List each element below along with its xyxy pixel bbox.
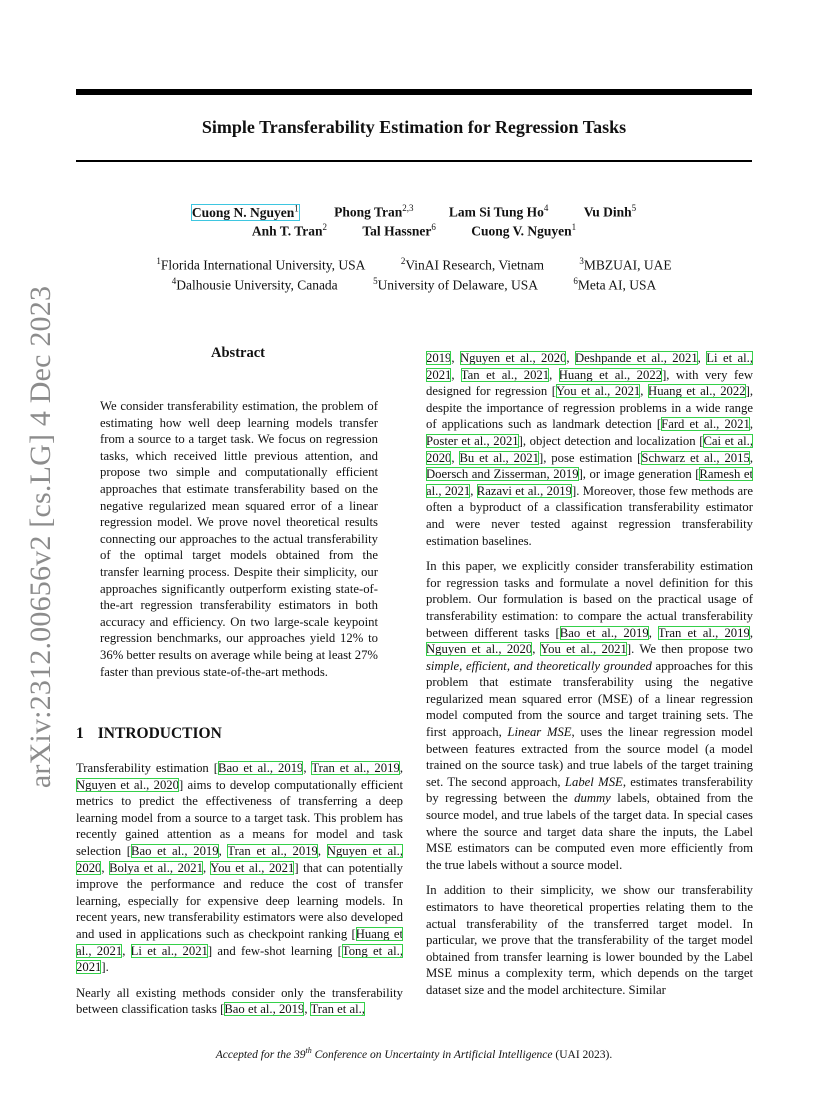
intro-paragraph-4: In addition to their simplicity, we show our transferability estimators to have theoretical properties relating them to the actual transferability of the transferred target model. In particular, we prove that the transferability of the target model obtained from transfer learning is lower bounded by the Label MSE minus a complexity term, which depends on the target dataset size and the model architecture. Similar xyxy=(426,883,753,997)
title-rule xyxy=(76,160,752,162)
abstract-body xyxy=(100,398,378,680)
top-rule xyxy=(76,89,752,95)
intro-paragraph-3: In this paper, we explicitly consider transferability estimation for regression tasks and formulate a novel definition for this problem. Our formulation is based on the practical usage of transferability estimation: to compare the actual transferability between different tasks [Bao et al., 2019, Tran et al., 2019, Nguyen et al., 2020, You et al., 2021]. We then propose two simple, efficient, and theoretically grounded approaches for this problem that estimate transferability using the negative regularized mean squared error (MSE) of a linear regression model computed from the source and target training sets. The first approach, Linear MSE, uses the linear regression model between features extracted from the source model (a model trained on the source task) and true labels of the target training set. The second approach, Label MSE, estimates transferability by regressing between the dummy labels, obtained from the source model, and true labels of the target data. In special cases where the source and target data share the inputs, the Label MSE estimators can be computed even more efficiently from the true labels without a source model. xyxy=(426,559,753,872)
citation-link[interactable]: Nguyen et al., 2020 xyxy=(76,843,404,875)
citation-link[interactable]: Doersch and Zisserman, 2019 xyxy=(426,467,579,482)
abstract-text: We consider transferability estimation, the problem of estimating how well deep learning models transfer from a source to a target task. We focus on regression tasks, which received little previous attention, and propose two simple and computationally efficient approaches that estimate transferability based on the negative regularized mean squared error of a linear regression model. We prove novel theoretical results connecting our approaches to the actual transferability of the optimal target models obtained from the transfer learning process. Despite their simplicity, our approaches significantly outperform existing state-of-the-art regression transferability estimators in both accuracy and efficiency. On two large-scale keypoint regression benchmarks, our approaches yield 12% to 36% better results on average while being at least 27% faster than previous state-of-the-art methods. xyxy=(100,399,378,679)
affiliations-row-2 xyxy=(76,276,752,294)
citation-link[interactable]: Tong et al., 2021 xyxy=(76,943,403,975)
citation-link[interactable]: Bu et al., 2021 xyxy=(459,450,539,465)
citation-link[interactable]: Li et al., 2021 xyxy=(426,351,754,382)
left-column-intro xyxy=(76,760,403,1018)
citation-link[interactable]: You et al., 2021 xyxy=(210,860,295,875)
citation-link[interactable]: Tran et al., 2019 xyxy=(657,625,750,640)
citation-link[interactable]: Razavi et al., 2019 xyxy=(476,483,572,498)
arxiv-stamp-text: arXiv:2312.00656v2 [cs.LG] 4 Dec 2023 xyxy=(24,285,57,789)
author: Cuong V. Nguyen$^1$ xyxy=(471,222,577,239)
right-column-intro xyxy=(426,350,753,999)
intro-paragraph-2-cont: 2019, Nguyen et al., 2020, Deshpande et al., 2021, Li et al., 2021, Tan et al., 2021, Huang et al., 2022], with very few designed for regression [You et al., 2021, Huang et al., 2022], despite the importance of regression problems in a wide range of applications such as landmark detection [Fard et al., 2021, Poster et al., 2021], object detection and localization [Cai et al., 2020, Bu et al., 2021], pose estimation [Schwarz et al., 2015, Doersch and Zisserman, 2019], or image generation [Ramesh et al., 2021, Razavi et al., 2019]. Moreover, those few methods are often a byproduct of a classification transferability estimator and were never tested against regression transferability estimation baselines. xyxy=(426,351,754,548)
citation-link[interactable]: Huang et al., 2022 xyxy=(558,367,663,382)
citation-link[interactable]: Huang et al., 2021 xyxy=(76,926,403,958)
citation-link[interactable]: Poster et al., 2021 xyxy=(426,433,519,448)
author[interactable] xyxy=(192,203,299,221)
author: Anh T. Tran$^2$ xyxy=(251,222,328,239)
citation-link[interactable]: Ramesh et al., 2021 xyxy=(426,467,753,498)
citation-link[interactable]: Fard et al., 2021 xyxy=(661,417,750,432)
citation-link[interactable]: Bao et al., 2019 xyxy=(224,1002,305,1017)
affiliation: $^4$Dalhousie University, Canada xyxy=(171,276,338,293)
affiliations-row-1 xyxy=(76,256,752,274)
intro-paragraph-2-start: Nearly all existing methods consider only the transferability between classification tasks [Bao et al., 2019, Tran et al., xyxy=(76,985,403,1017)
affiliation: $^6$Meta AI, USA xyxy=(573,276,657,293)
citation-link[interactable]: You et al., 2021 xyxy=(555,384,641,399)
author-list-row-1 xyxy=(76,203,752,221)
author-link-box[interactable]: Cuong N. Nguyen$^1$ xyxy=(191,203,299,220)
affiliation: $^5$University of Delaware, USA xyxy=(373,276,539,293)
affiliation: $^2$VinAI Research, Vietnam xyxy=(400,256,545,273)
author: Tal Hassner$^6$ xyxy=(362,222,436,239)
affiliation: $^3$MBZUAI, UAE xyxy=(579,256,672,273)
citation-link[interactable]: Huang et al., 2022 xyxy=(648,384,746,399)
author-list-row-2 xyxy=(76,222,752,240)
section-heading: 1 INTRODUCTION xyxy=(76,725,222,742)
citation-link[interactable]: Bolya et al., 2021 xyxy=(109,860,203,875)
citation-link[interactable]: Schwarz et al., 2015 xyxy=(641,450,750,465)
citation-link[interactable]: Bao et al., 2019 xyxy=(217,761,304,775)
affiliation: $^1$Florida International University, USA xyxy=(156,256,366,273)
citation-link[interactable]: Bao et al., 2019 xyxy=(559,625,649,640)
citation-link[interactable]: Li et al., 2021 xyxy=(130,943,208,958)
citation-link[interactable]: Nguyen et al., 2020 xyxy=(426,642,533,657)
citation-link[interactable]: Cai et al., 2020 xyxy=(426,433,753,465)
citation-link[interactable]: Nguyen et al., 2020 xyxy=(459,351,567,365)
author: Vu Dinh$^5$ xyxy=(583,203,637,220)
citation-link[interactable]: Tran et al., 2019 xyxy=(227,843,318,858)
abstract-heading: Abstract xyxy=(211,345,265,361)
author: Lam Si Tung Ho$^4$ xyxy=(448,203,549,220)
conference-footer: Accepted for the 39th Conference on Uncertainty in Artificial Intelligence (UAI 2023). xyxy=(215,1046,613,1061)
citation-link[interactable]: Nguyen et al., 2020 xyxy=(76,777,179,792)
citation-link[interactable]: You et al., 2021 xyxy=(540,642,627,657)
citation-link[interactable]: 2019 xyxy=(426,351,452,365)
arxiv-stamp xyxy=(21,285,61,789)
citation-link[interactable]: Deshpande et al., 2021 xyxy=(575,351,698,365)
citation-link[interactable]: Tran et al., xyxy=(310,1002,365,1017)
paper-title: Simple Transferability Estimation for Regression Tasks xyxy=(201,117,627,137)
author: Phong Tran$^{2,3}$ xyxy=(334,203,414,220)
intro-paragraph-1: Transferability estimation [Bao et al., 2019, Tran et al., 2019, Nguyen et al., 2020] aims to develop computationally efficient metrics to predict the effectiveness of transferring a deep learning model from a source to a target task. This problem has recently gained attention as a means for model and task selection [Bao et al., 2019, Tran et al., 2019, Nguyen et al., 2020, Bolya et al., 2021, You et al., 2021] that can potentially improve the performance and reduce the cost of transfer learning, especially for expensive deep learning models. In recent years, new transferability estimators were also developed and used in applications such as checkpoint ranking [Huang et al., 2021, Li et al., 2021] and few-shot learning [Tong et al., 2021]. xyxy=(76,761,404,975)
citation-link[interactable]: Bao et al., 2019 xyxy=(131,843,219,858)
citation-link[interactable]: Tan et al., 2021 xyxy=(460,367,550,382)
citation-link[interactable]: Tran et al., 2019 xyxy=(311,761,400,775)
